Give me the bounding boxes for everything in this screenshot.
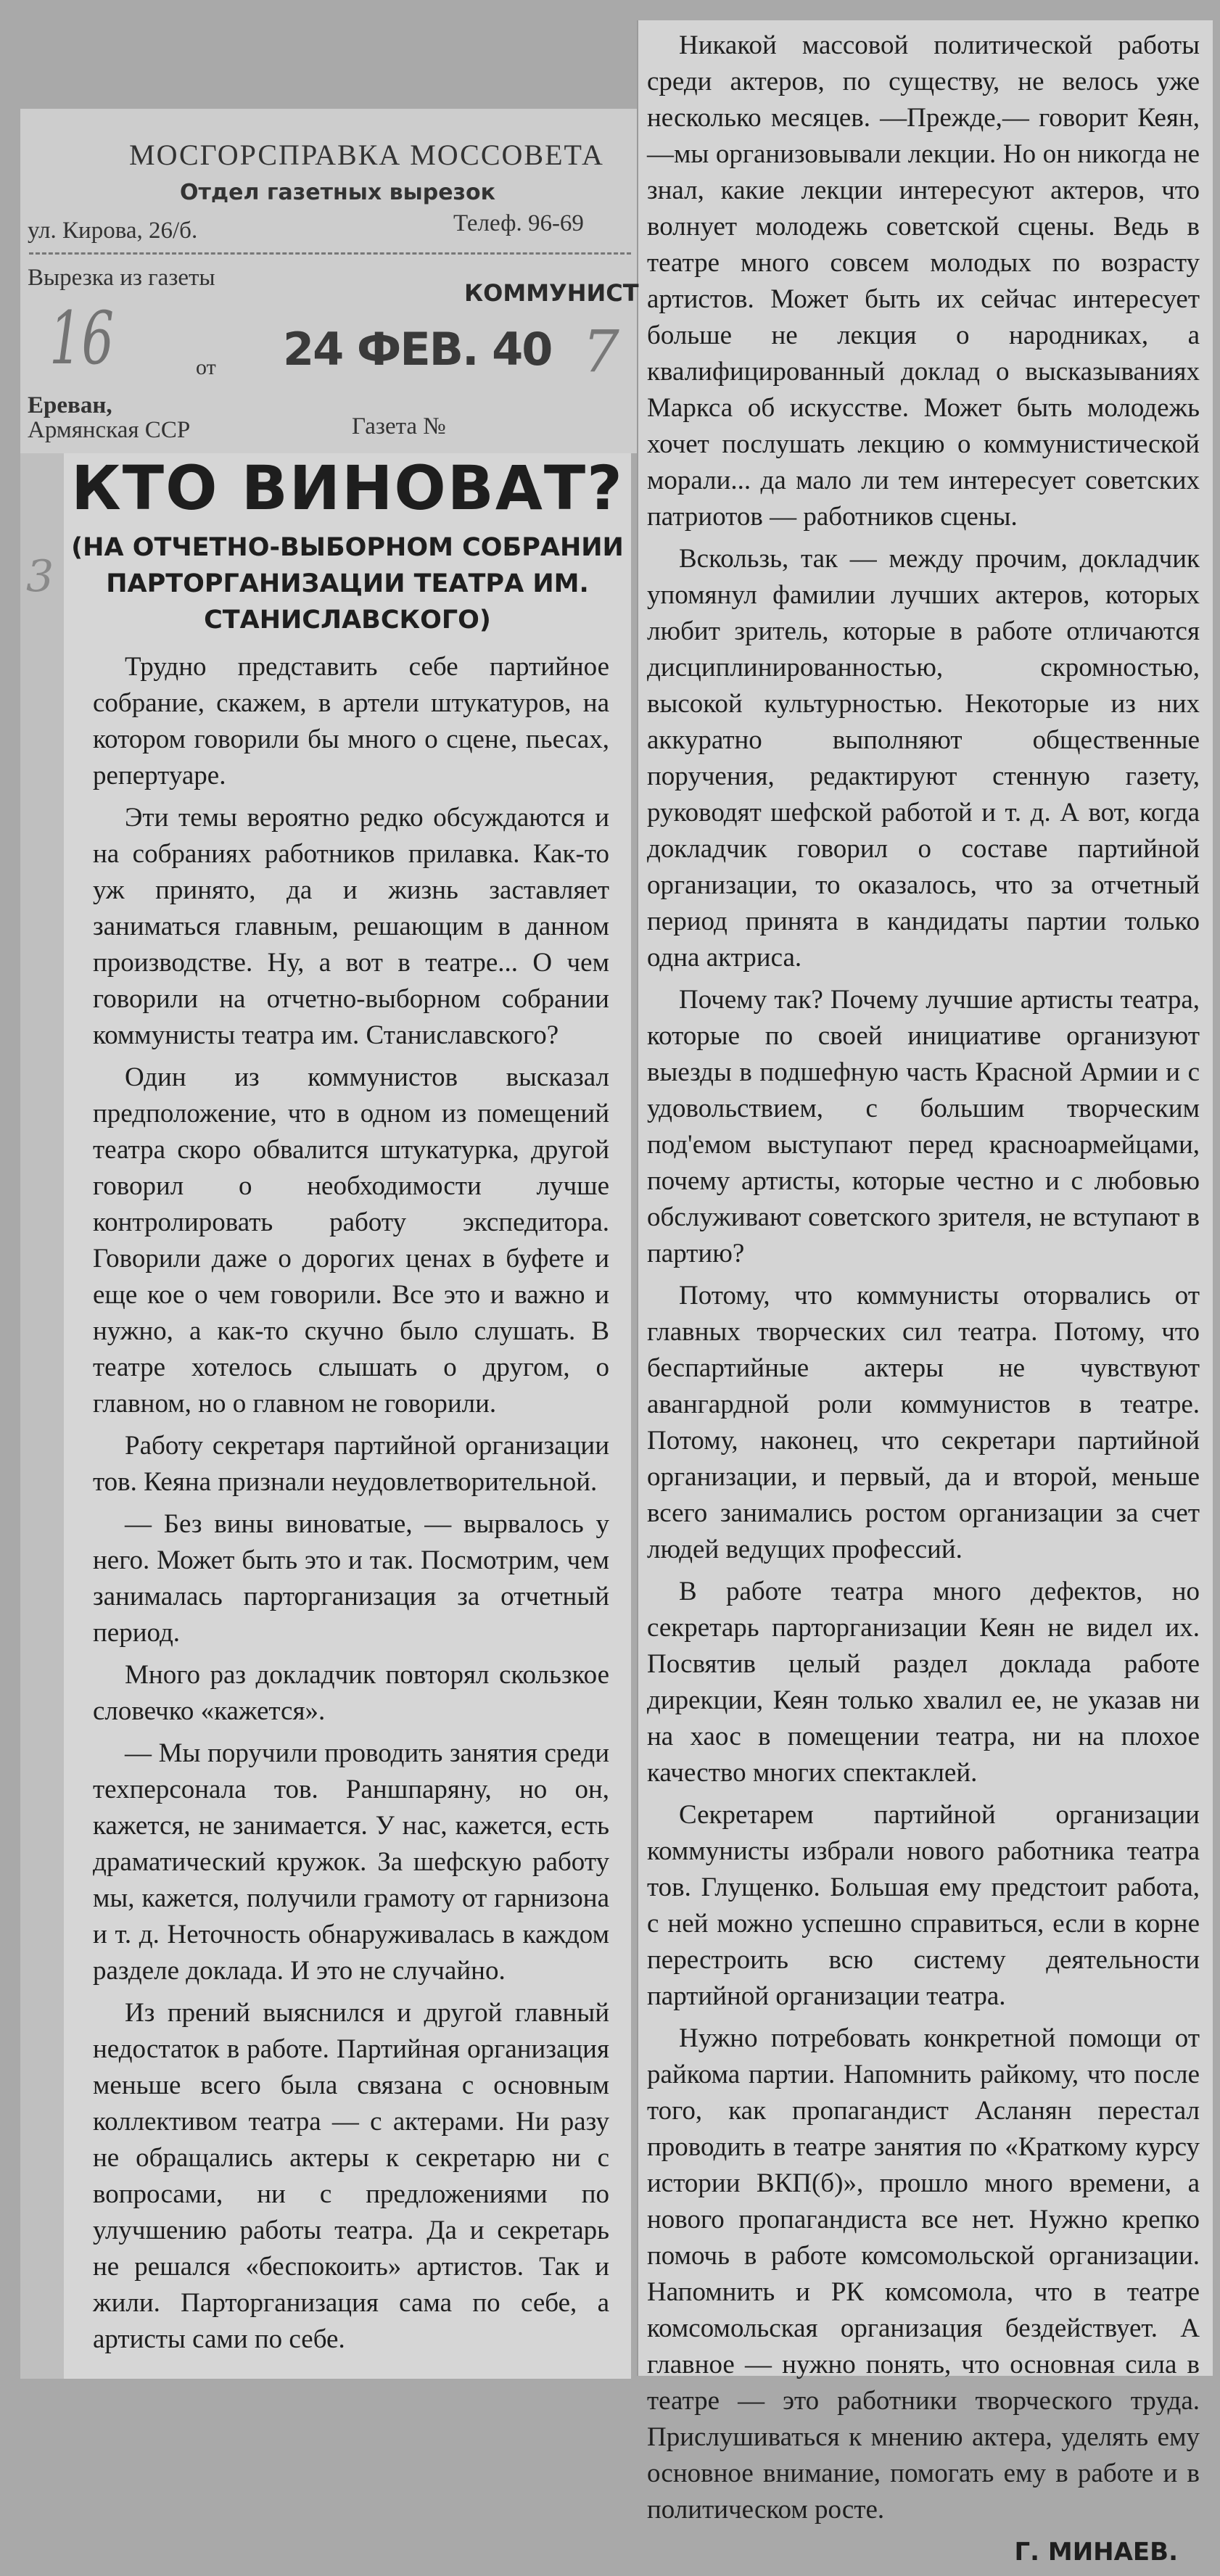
paragraph: Потому, что коммунисты оторвались от главных творческих сил театра. Потому, что беспартийные актеры не чувствуют авангардной роли коммунистов в театре. Потому, наконец, что секретари партийной организации, и первый, да и второй, меньше всего занимались ростом организации за счет людей ведущих профессий.: [647, 1281, 1200, 1564]
paragraph: Один из коммунистов высказал предположение, что в одном из помещений театра скоро обвалится штукатурка, другой говорил о необходимости лучше контролировать работу экспедитора. Говорили даже о дорогих ценах в буфете и еще кое о чем говорили. Все это и важно и нужно, а как-то скучно было слушать. В театре хотелось слышать о другом, о главном, но о главном не говорили.: [93, 1062, 609, 1419]
paragraph: Эти темы вероятно редко обсуждаются и на собраниях работников прилавка. Как-то уж принято, да и жизнь заставляет заниматься главным, решающим в данном производстве. Ну, а вот в театре... О чем говорили на отчетно-выборном собрании коммунисты театра им. Станиславского?: [93, 803, 609, 1050]
handwritten-number: 16: [49, 296, 115, 381]
paragraph: Секретарем партийной организации коммунисты избрали нового работника театра тов. Глущенко. Большая ему предстоит работа, с ней можно успешно справиться, если в корне перестроить всю систему деятельности партийной организации театра.: [647, 1800, 1200, 2011]
author-signature: Г. МИНАЕВ.: [1014, 2538, 1178, 2567]
phone: Телеф. 96-69: [453, 210, 584, 236]
article-title: КТО ВИНОВАТ?: [71, 453, 624, 524]
republic-name: Армянская ССР: [28, 417, 191, 443]
paragraph: Работу секретаря партийной организации тов. Кеяна признали неудовлетворительной.: [93, 1431, 609, 1497]
paragraph: — Мы поручили проводить занятия среди техперсонала тов. Раншпаряну, но он, кажется, не занимается. У нас, кажется, есть драматический кружок. За шефскую работу мы, кажется, получили грамоту от гарнизона и т. д. Неточность обнаруживалась в каждом разделе доклада. И это не случайно.: [93, 1738, 609, 1986]
issue-label: Газета №: [352, 413, 446, 439]
right-column-text: [647, 28, 1200, 2576]
handwritten-mark: 7: [582, 318, 619, 385]
paragraph: Никакой массовой политической работы среди актеров, по существу, не велось уже несколько месяцев. —Прежде,— говорит Кеян,—мы организовывали лекции. Но он никогда не знал, какие лекции интересуют актеров, что волнует молодежь советской сцены. Ведь в театре много совсем молодых по возрасту артистов. Может быть их сейчас интересует больше не лекция о народниках, а квалифицированный доклад о высказываниях Маркса об искусстве. Может быть молодежь хочет послушать лекцию о коммунистической морали... да мало ли тем интересует советских патриотов — работников сцены.: [647, 30, 1200, 532]
left-column-text: [93, 649, 609, 2364]
handwritten-margin-mark: 3: [26, 551, 54, 602]
article-subtitle: (НА ОТЧЕТНО-ВЫБОРНОМ СОБРАНИИ ПАРТОРГАНИЗАЦИИ ТЕАТРА ИМ. СТАНИСЛАВСКОГО): [71, 533, 624, 635]
paragraph: Вскользь, так — между прочим, докладчик упомянул фамилии лучших актеров, которых любит зритель, которые в работе отличаются дисциплинированностью, скромностью, высокой культурностью. Некоторые из них аккуратно выполняют общественные поручения, редактируют стенную газету, руководят шефской работой и т. д. А вот, когда докладчик говорил о составе партийной организации, то оказалось, что за отчетный период принята в кандидаты партии только одна актриса.: [647, 544, 1200, 973]
paragraph: — Без вины виноватые, — вырвалось у него. Может быть это и так. Посмотрим, чем занималась парторганизация за отчетный период.: [93, 1509, 609, 1648]
address: ул. Кирова, 26/б.: [28, 218, 198, 244]
left-margin-strip: [20, 453, 65, 2379]
paragraph: Из прений выяснился и другой главный недостаток в работе. Партийная организация меньше всего была связана с основным коллективом театра — с актерами. Ни разу не обращались актеры к секретарю ни с вопросами, ни с предложениями по улучшению работы театра. Да и секретарь не решался «беспокоить» артистов. Так и жили. Парторганизация сама по себе, а артисты сами по себе.: [93, 1998, 609, 2354]
clipping-label: Вырезка из газеты: [28, 265, 215, 291]
paragraph: В работе театра много дефектов, но секретарь парторганизации Кеян не видел их. Посвятив целый раздел доклада работе дирекции, Кеян только хвалил ее, не указав ни на хаос в помещении театра, ни на плохое качество многих спектаклей.: [647, 1577, 1200, 1788]
paragraph: Нужно потребовать конкретной помощи от райкома партии. Напомнить райкому, что после того, как пропагандист Асланян перестал проводить в театре занятия по «Краткому курсу истории ВКП(б)», прошло много времени, а нового пропагандиста все нет. Нужно крепко помочь в работе комсомольской организации. Напомнить и РК комсомола, что в театре комсомольская организация бездействует. А главное — нужно понять, что основная сила в театре — это работники творческого труда. Прислушиваться к мнению актера, уделять ему основное внимание, помогать ему в работе и в политическом росте.: [647, 2023, 1200, 2525]
paragraph: Почему так? Почему лучшие артисты театра, которые по своей инициативе организуют выезды в подшефную часть Красной Армии и с удовольствием, с большим творческим под'емом выступают перед красноармейцами, почему артисты, которые честно и с любовью обслуживают советского зрителя, не вступают в партию?: [647, 985, 1200, 1268]
date-stamp: 24 ФЕВ. 40: [283, 323, 552, 376]
clipping-service-stamp: [20, 109, 637, 453]
department-name: Отдел газетных вырезок: [180, 180, 495, 205]
city: [28, 393, 190, 442]
agency-name: МОСГОРСПРАВКА МОССОВЕТА: [129, 139, 604, 171]
paragraph: Много раз докладчик повторял скользкое словечко «кажется».: [93, 1660, 609, 1726]
newspaper-name: КОММУНИСТ: [464, 279, 639, 307]
from-label: от: [196, 355, 216, 379]
divider: [29, 252, 631, 255]
city-name: Ереван,: [28, 392, 112, 418]
paragraph: Трудно представить себе партийное собрание, скажем, в артели штукатуров, на котором говорили бы много о сцене, пьесах, репертуаре.: [93, 652, 609, 790]
